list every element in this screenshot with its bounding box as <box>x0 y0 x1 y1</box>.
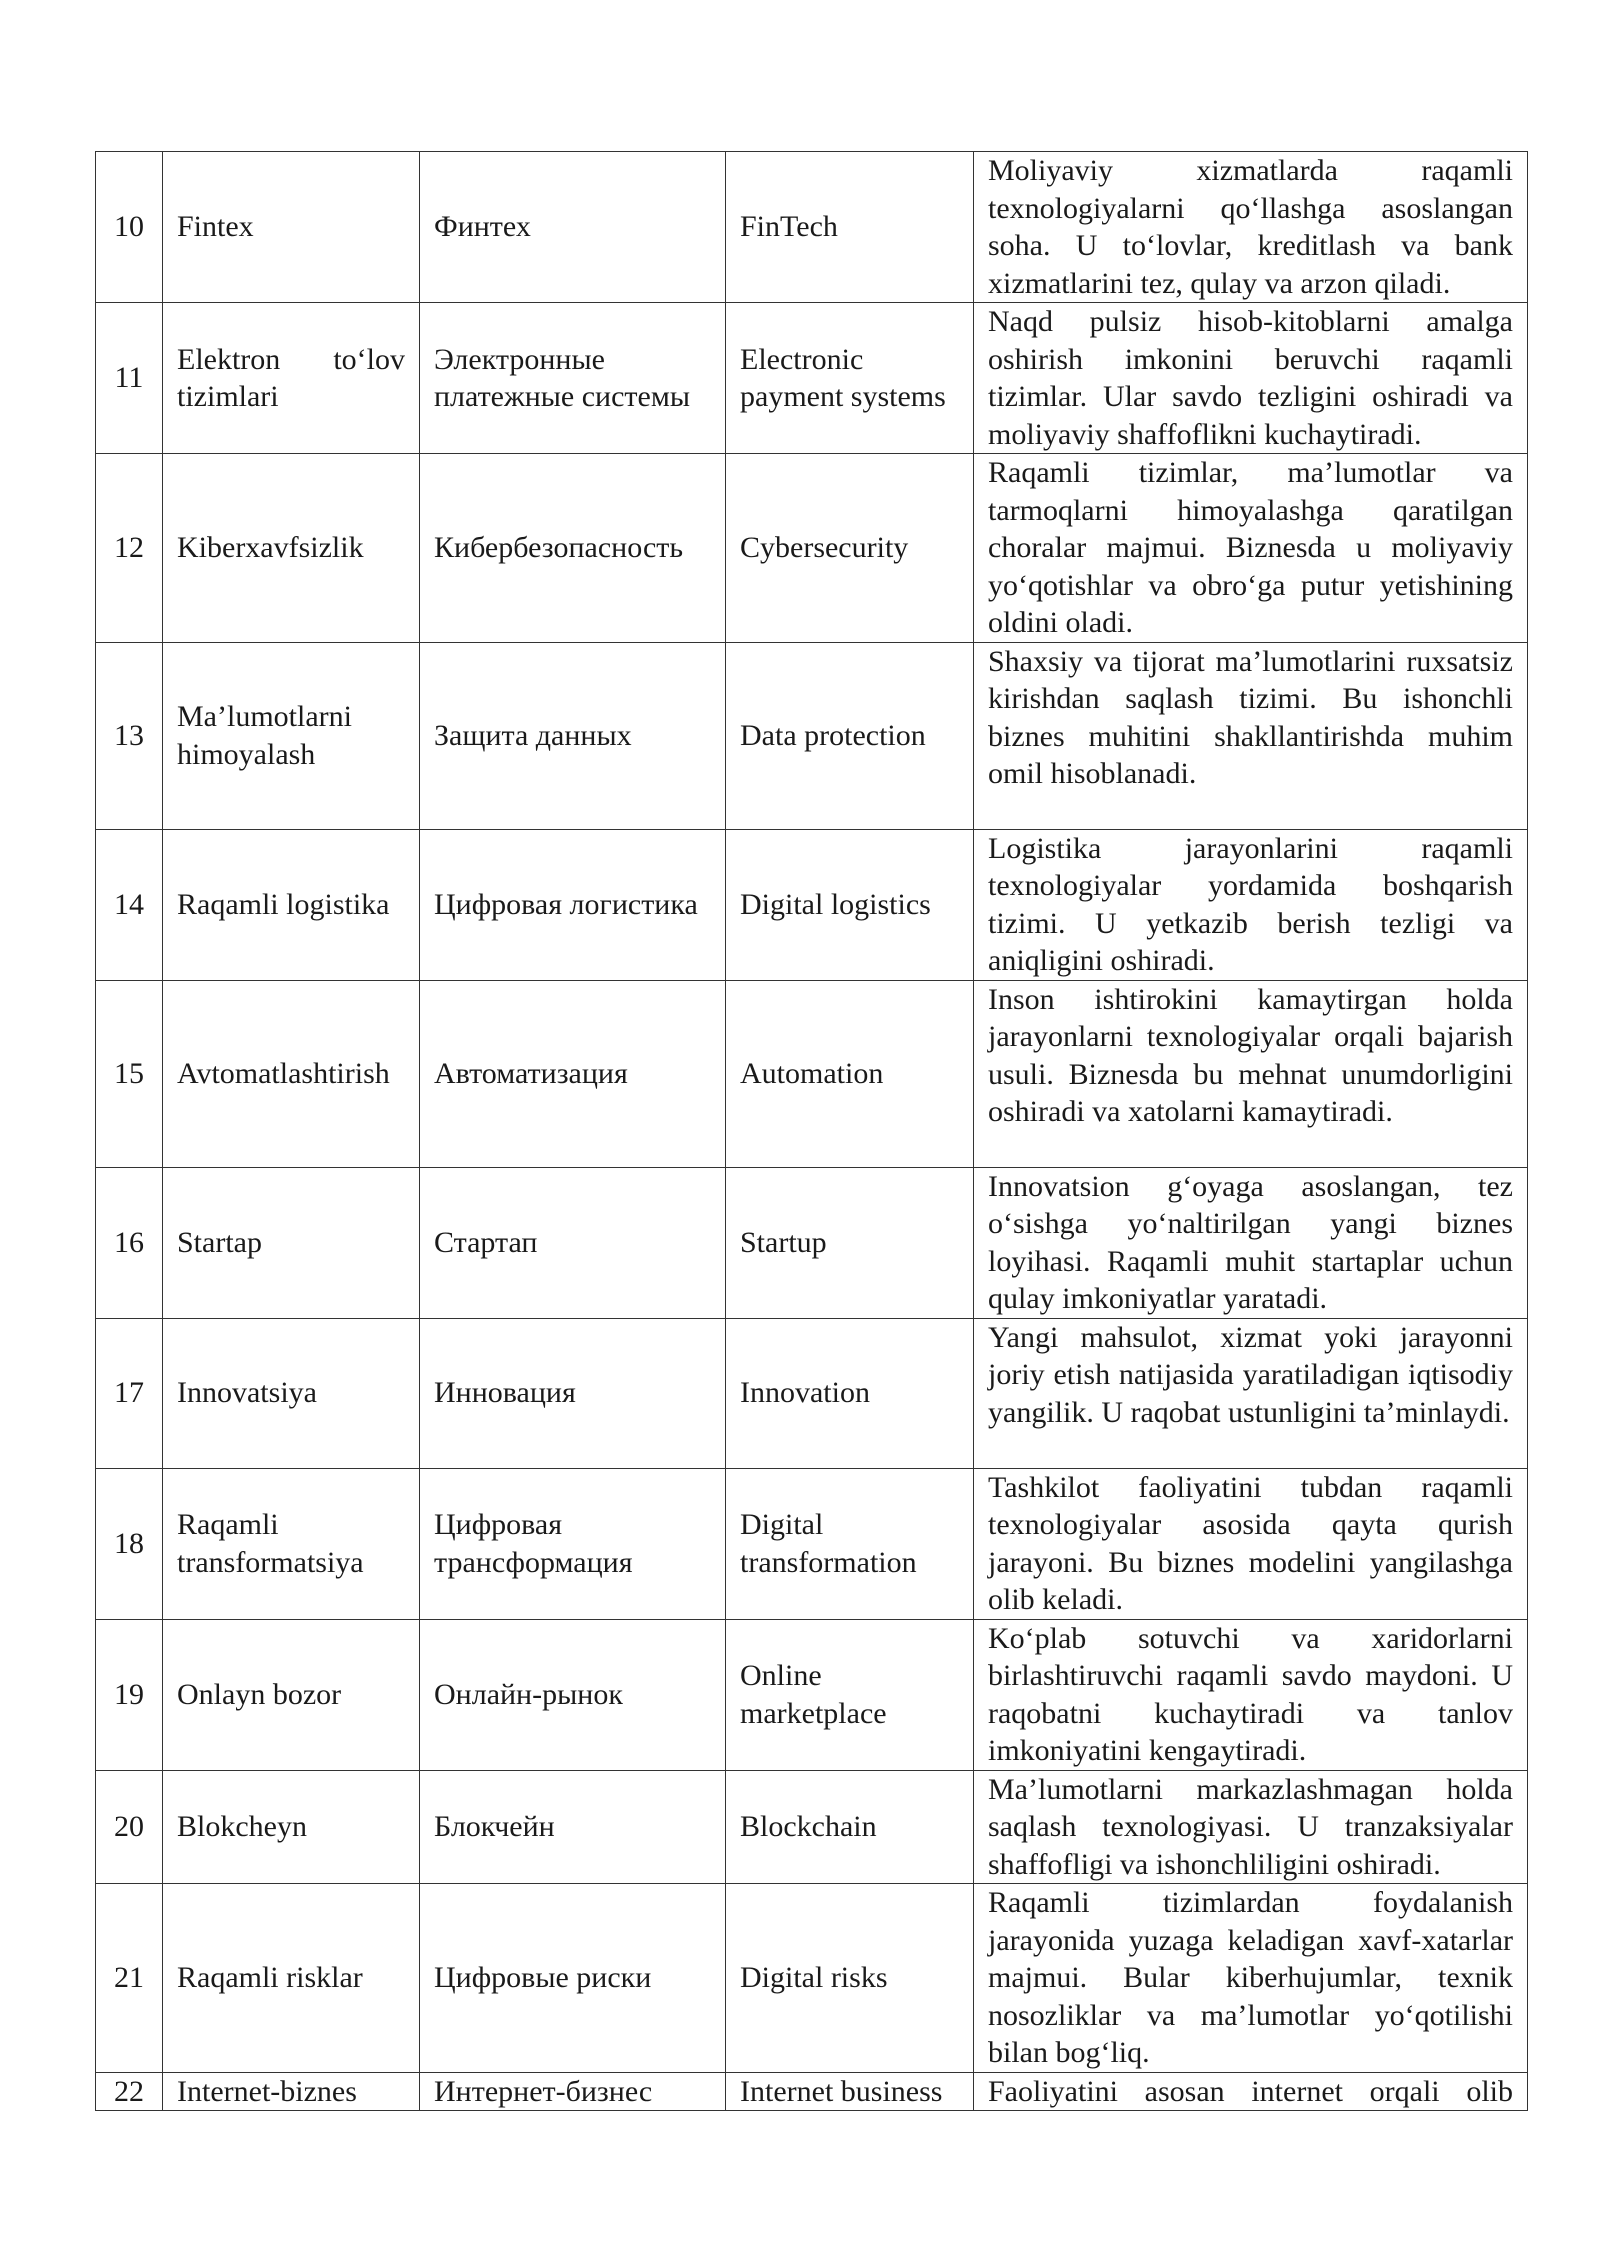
term-uzbek: Innovatsiya <box>163 1318 420 1468</box>
term-description: Tashkilot faoliyatini tubdan raqamli texnologiyalar asosida qayta qurish jarayoni. Bu biznes modelini yangilashga olib keladi. <box>974 1468 1528 1619</box>
term-english: Automation <box>726 980 974 1167</box>
term-russian: Цифровая трансформация <box>420 1468 726 1619</box>
term-uzbek: Raqamli risklar <box>163 1884 420 2073</box>
term-uzbek: Avtomatlashtirish <box>163 980 420 1167</box>
term-russian: Стартап <box>420 1167 726 1318</box>
term-english: Startup <box>726 1167 974 1318</box>
term-english: Digital risks <box>726 1884 974 2073</box>
table-row <box>96 1468 1528 1619</box>
table-row <box>96 829 1528 980</box>
term-english: Data protection <box>726 642 974 829</box>
term-number: 17 <box>96 1318 163 1468</box>
term-english: Online marketplace <box>726 1619 974 1770</box>
term-number: 14 <box>96 829 163 980</box>
term-number: 19 <box>96 1619 163 1770</box>
glossary-table <box>95 151 1528 2111</box>
term-uzbek: Kiberxavfsizlik <box>163 454 420 643</box>
term-english: FinTech <box>726 152 974 303</box>
term-english: Internet business <box>726 2072 974 2111</box>
term-description: Ko‘plab sotuvchi va xaridorlarni birlashtiruvchi raqamli savdo maydoni. U raqobatni kuchaytiradi va tanlov imkoniyatini kengaytiradi. <box>974 1619 1528 1770</box>
term-number: 16 <box>96 1167 163 1318</box>
term-russian: Инновация <box>420 1318 726 1468</box>
table-row <box>96 1619 1528 1770</box>
term-number: 15 <box>96 980 163 1167</box>
table-row <box>96 303 1528 454</box>
term-uzbek: Raqamli transformatsiya <box>163 1468 420 1619</box>
term-english: Electronic payment systems <box>726 303 974 454</box>
term-description: Innovatsion g‘oyaga asoslangan, tez o‘sishga yo‘naltirilgan yangi biznes loyihasi. Raqamli muhit startaplar uchun qulay imkoniyatlar yaratadi. <box>974 1167 1528 1318</box>
term-uzbek: Elektron to‘lov tizimlari <box>163 303 420 454</box>
term-description: Faoliyatini asosan internet orqali olib <box>974 2072 1528 2111</box>
term-number: 13 <box>96 642 163 829</box>
table-row <box>96 642 1528 829</box>
term-russian: Автоматизация <box>420 980 726 1167</box>
table-row <box>96 152 1528 303</box>
term-description: Moliyaviy xizmatlarda raqamli texnologiyalarni qo‘llashga asoslangan soha. U to‘lovlar, kreditlash va bank xizmatlarini tez, qulay va arzon qiladi. <box>974 152 1528 303</box>
term-russian: Блокчейн <box>420 1770 726 1884</box>
term-uzbek: Onlayn bozor <box>163 1619 420 1770</box>
term-russian: Финтех <box>420 152 726 303</box>
term-description: Naqd pulsiz hisob-kitoblarni amalga oshirish imkonini beruvchi raqamli tizimlar. Ular savdo tezligini oshiradi va moliyaviy shaffoflikni kuchaytiradi. <box>974 303 1528 454</box>
term-uzbek: Internet-biznes <box>163 2072 420 2111</box>
term-uzbek: Startap <box>163 1167 420 1318</box>
term-description: Raqamli tizimlar, ma’lumotlar va tarmoqlarni himoyalashga qaratilgan choralar majmui. Biznesda u moliyaviy yo‘qotishlar va obro‘ga putur yetishining oldini oladi. <box>974 454 1528 643</box>
term-number: 22 <box>96 2072 163 2111</box>
term-number: 12 <box>96 454 163 643</box>
term-uzbek: Blokcheyn <box>163 1770 420 1884</box>
term-english: Digital transformation <box>726 1468 974 1619</box>
term-russian: Цифровые риски <box>420 1884 726 2073</box>
table-row <box>96 2072 1528 2111</box>
term-english: Cybersecurity <box>726 454 974 643</box>
table-row <box>96 980 1528 1167</box>
term-number: 21 <box>96 1884 163 2073</box>
table-row <box>96 454 1528 643</box>
term-number: 18 <box>96 1468 163 1619</box>
term-uzbek: Raqamli logistika <box>163 829 420 980</box>
term-description: Yangi mahsulot, xizmat yoki jarayonni joriy etish natijasida yaratiladigan iqtisodiy yangilik. U raqobat ustunligini ta’minlaydi. <box>974 1318 1528 1468</box>
term-russian: Электронные платежные системы <box>420 303 726 454</box>
table-row <box>96 1318 1528 1468</box>
table-row <box>96 1770 1528 1884</box>
term-english: Blockchain <box>726 1770 974 1884</box>
term-russian: Интернет-бизнес <box>420 2072 726 2111</box>
term-russian: Цифровая логистика <box>420 829 726 980</box>
term-number: 11 <box>96 303 163 454</box>
term-number: 20 <box>96 1770 163 1884</box>
term-description: Logistika jarayonlarini raqamli texnologiyalar yordamida boshqarish tizimi. U yetkazib berish tezligi va aniqligini oshiradi. <box>974 829 1528 980</box>
term-description: Inson ishtirokini kamaytirgan holda jarayonlarni texnologiyalar orqali bajarish usuli. Biznesda bu mehnat unumdorligini oshiradi va xatolarni kamaytiradi. <box>974 980 1528 1167</box>
term-english: Innovation <box>726 1318 974 1468</box>
term-russian: Защита данных <box>420 642 726 829</box>
glossary-table-body <box>96 152 1528 2111</box>
term-uzbek: Fintex <box>163 152 420 303</box>
term-description: Ma’lumotlarni markazlashmagan holda saqlash texnologiyasi. U tranzaksiyalar shaffofligi va ishonchliligini oshiradi. <box>974 1770 1528 1884</box>
term-english: Digital logistics <box>726 829 974 980</box>
term-russian: Кибербезопасность <box>420 454 726 643</box>
term-description: Shaxsiy va tijorat ma’lumotlarini ruxsatsiz kirishdan saqlash tizimi. Bu ishonchli biznes muhitini shakllantirishda muhim omil hisoblanadi. <box>974 642 1528 829</box>
term-uzbek: Ma’lumotlarni himoyalash <box>163 642 420 829</box>
term-description: Raqamli tizimlardan foydalanish jarayonida yuzaga keladigan xavf-xatarlar majmui. Bular kiberhujumlar, texnik nosozliklar va ma’lumotlar yo‘qotilishi bilan bog‘liq. <box>974 1884 1528 2073</box>
table-row <box>96 1167 1528 1318</box>
term-russian: Онлайн-рынок <box>420 1619 726 1770</box>
table-row <box>96 1884 1528 2073</box>
term-number: 10 <box>96 152 163 303</box>
